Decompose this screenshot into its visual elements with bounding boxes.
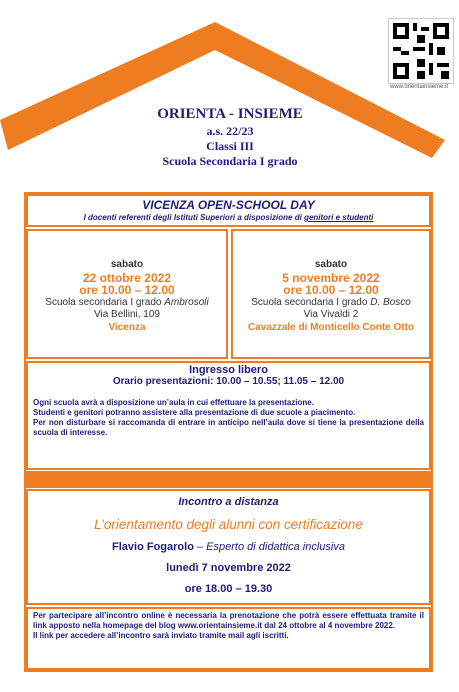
event-day: sabato [110, 259, 144, 270]
qr-code[interactable] [388, 18, 454, 84]
event-date: 5 novembre 2022 [282, 270, 380, 285]
event-time: ore 10.00 – 12.00 [283, 283, 379, 297]
header [90, 106, 370, 169]
remote-time: ore 18.00 – 19.30 [184, 583, 273, 595]
remote-heading: Incontro a distanza [178, 496, 279, 508]
event-school: Scuola secondaria I grado D. Bosco [251, 296, 411, 308]
event-date: 22 ottobre 2022 [82, 270, 172, 285]
event-card [26, 229, 228, 359]
remote-date: lunedì 7 novembre 2022 [166, 562, 291, 574]
info-paragraph: Studenti e genitori potranno assistere alla presentazione di due scuole a piacimento. [33, 408, 356, 417]
event-address: Via Vivaldi 2 [303, 309, 359, 320]
info-paragraph: Ogni scuola avrà a disposizione un’aula in cui effettuare la presentazione. [33, 398, 314, 407]
remote-speaker: Flavio Fogarolo – Esperto di didattica inclusiva [112, 541, 345, 553]
footer-paragraph: Per partecipare all’incontro online è necessaria la prenotazione che potrà essere effettuata tramite il link apposto nella homepage del blog www.orientainsieme.it dal 24 ottobre al 4 novembre 2022. [33, 611, 424, 630]
footer-paragraph: Il link per accedere all’incontro sarà inviato tramite mail agli iscritti. [33, 631, 289, 640]
remote-box [26, 489, 431, 605]
qr-code-icon [389, 19, 453, 83]
event-address: Via Bellini, 109 [94, 309, 160, 320]
info-schedule: Orario presentazioni: 10.00 – 10.55; 11.05 – 12.00 [112, 376, 345, 387]
school-year: a.s. 22/23 [206, 124, 254, 138]
qr-caption: www.orientainsieme.it [389, 84, 449, 90]
event-card [231, 229, 431, 359]
openday-title-box [26, 194, 431, 227]
event-time: ore 10.00 – 12.00 [79, 283, 175, 297]
event-day: sabato [314, 259, 348, 270]
event-school: Scuola secondaria I grado Ambrosoli [45, 296, 209, 308]
info-paragraph: Per non disturbare si raccomanda di entrare in anticipo nell’aula dove si tiene la presentazione della scuola di interesse. [33, 418, 424, 437]
divider-bar [26, 471, 431, 488]
event-city: Cavazzale di Monticello Conte Otto [247, 321, 415, 333]
event-city: Vicenza [108, 321, 146, 333]
school-level: Scuola Secondaria I grado [162, 154, 298, 168]
page-title: ORIENTA - INSIEME [157, 106, 303, 122]
openday-subtitle: I docenti referenti degli Istituti Superiori a disposizione di genitori e studenti [83, 213, 374, 222]
classes: Classi III [206, 139, 254, 153]
info-heading: Ingresso libero [189, 364, 268, 376]
remote-title: L’orientamento degli alunni con certificazione [94, 517, 363, 532]
info-box [26, 361, 431, 470]
openday-title: VICENZA OPEN-SCHOOL DAY [142, 198, 315, 212]
openday-subtitle-link: genitori e studenti [304, 213, 374, 222]
footer-box [26, 607, 431, 670]
